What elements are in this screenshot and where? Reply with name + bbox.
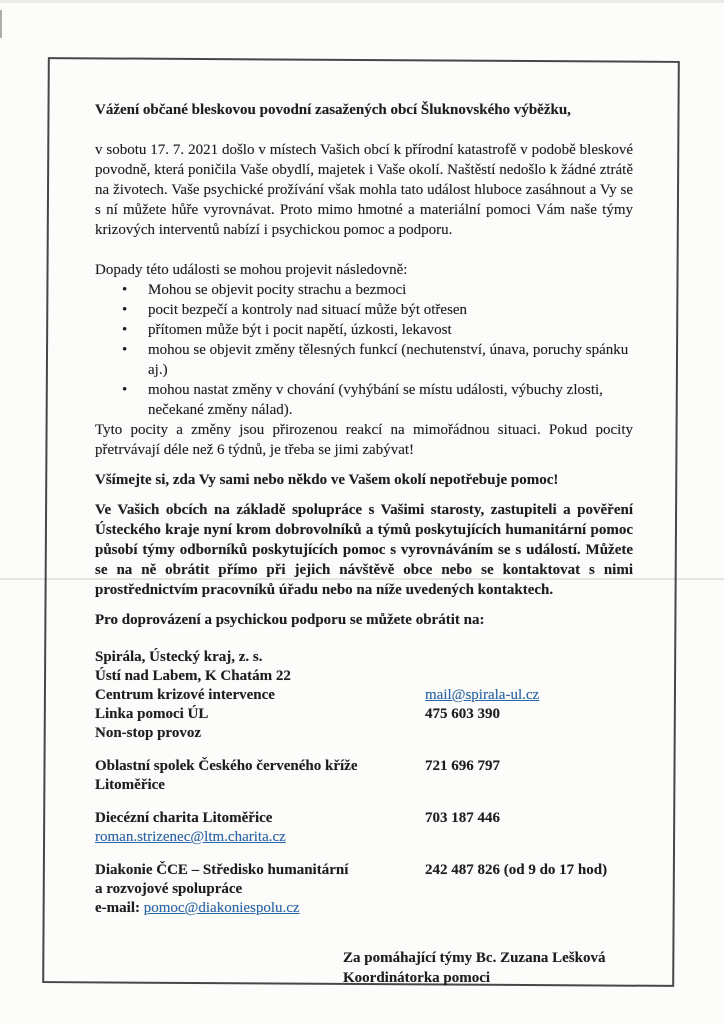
contact-block-charita [95,809,633,847]
contact-row [95,667,633,686]
impact-bullet: • Mohou se objevit pocity strachu a bezmoci [148,280,633,300]
letter-content [95,100,633,988]
email-link-diakonie[interactable]: pomoc@diakoniespolu.cz [143,900,300,916]
contact-name: Diakonie ČCE – Středisko humanitární [95,862,349,878]
phone-number: 721 696 797 [425,758,500,774]
intro-paragraph: v sobotu 17. 7. 2021 došlo v místech Vašich obcí k přírodní katastrofě v podobě bleskové povodně, která poničila Vaše obydlí, majetek i Vaše okolí. Naštěstí nedošlo k žádné ztrátě na životech. Vaše psychické prožívání však mohla tato událost hluboce zasáhnout a Vy se s ní můžete hůře vyrovnávat. Proto mimo hmotné a materiální pomoci Vám naše týmy krizových interventů nabízí i psychickou pomoc a podporu. [95,142,633,238]
contact-row [95,757,633,776]
impacts-heading: Dopady této události se mohou projevit následovně: [95,262,408,278]
contact-block-spirala [95,648,633,743]
teams-paragraph: Ve Vašich obcích na základě spolupráce s Vašimi starosty, zastupiteli a pověření Ústeckého kraje nyní krom dobrovolníků a týmů poskytujících humanitární pomoc působí týmy odborníků poskytujících pomoc s vyrovnáváním se s událostí. Můžete se na ně obrátit přímo při jejich návštěvě obce nebo se kontaktovat s nimi prostřednictvím pracovníků úřadu nebo na níže uvedených kontaktech. [95,502,633,598]
contact-row [95,828,633,847]
contact-block-diakonie [95,861,633,918]
contact-row [95,686,633,705]
scan-edge-speck [0,10,2,38]
contact-service: Non-stop provoz [95,725,201,741]
phone-number: 475 603 390 [425,706,500,722]
impact-bullet: • mohou nastat změny v chování (vyhýbání se místu události, výbuchy zlosti, nečekané změny nálad). [148,380,633,420]
email-link-charita[interactable]: roman.strizenec@ltm.charita.cz [95,829,286,845]
contact-row [95,899,633,918]
contact-name: Oblastní spolek Českého červeného kříže [95,758,358,774]
contact-name: Diecézní charita Litoměřice [95,810,273,826]
watch-notice: Všímejte si, zda Vy sami nebo někdo ve Vašem okolí nepotřebuje pomoc! [95,472,559,488]
impact-bullet: • pocit bezpečí a kontroly nad situací může být otřesen [148,300,633,320]
contacts-section [95,648,633,918]
contact-row [95,648,633,667]
email-link-spirala[interactable]: mail@spirala-ul.cz [425,687,540,703]
impact-bullet: • mohou se objevit změny tělesných funkcí (nechutenství, únava, poruchy spánku aj.) [148,340,633,380]
contact-service: Linka pomoci ÚL [95,706,209,722]
contact-row [95,861,633,880]
contact-service: Centrum krizové intervence [95,687,275,703]
email-label: e-mail: [95,900,140,916]
signature-role: Koordinátorka pomoci [343,970,491,986]
scan-top-smudge [0,0,724,3]
contact-block-red-cross [95,757,633,795]
phone-number: 242 487 826 (od 9 do 17 hod) [425,862,608,878]
contact-row [95,705,633,724]
contact-name: Spirála, Ústecký kraj, z. s. [95,649,263,665]
contact-address: Ústí nad Labem, K Chatám 22 [95,668,291,684]
signature-block [343,948,633,988]
signature-line: Za pomáhající týmy Bc. Zuzana Lešková [343,950,606,966]
contact-name-cont: a rozvojové spolupráce [95,881,243,897]
contacts-heading: Pro doprovázení a psychickou podporu se můžete obrátit na: [95,612,485,628]
contact-row [95,776,633,795]
phone-number: 703 187 446 [425,810,500,826]
contact-row [95,880,633,899]
contact-row [95,809,633,828]
contact-city: Litoměřice [95,777,165,793]
reaction-paragraph: Tyto pocity a změny jsou přirozenou reakcí na mimořádnou situaci. Pokud pocity přetrvávají déle než 6 týdnů, je třeba se jimi zabývat! [95,422,633,458]
impacts-list [95,280,633,420]
impact-bullet: • přítomen může být i pocit napětí, úzkosti, lekavost [148,320,633,340]
salutation-line: Vážení občané bleskovou povodní zasažených obcí Šluknovského výběžku, [95,102,571,118]
contact-row [95,724,633,743]
